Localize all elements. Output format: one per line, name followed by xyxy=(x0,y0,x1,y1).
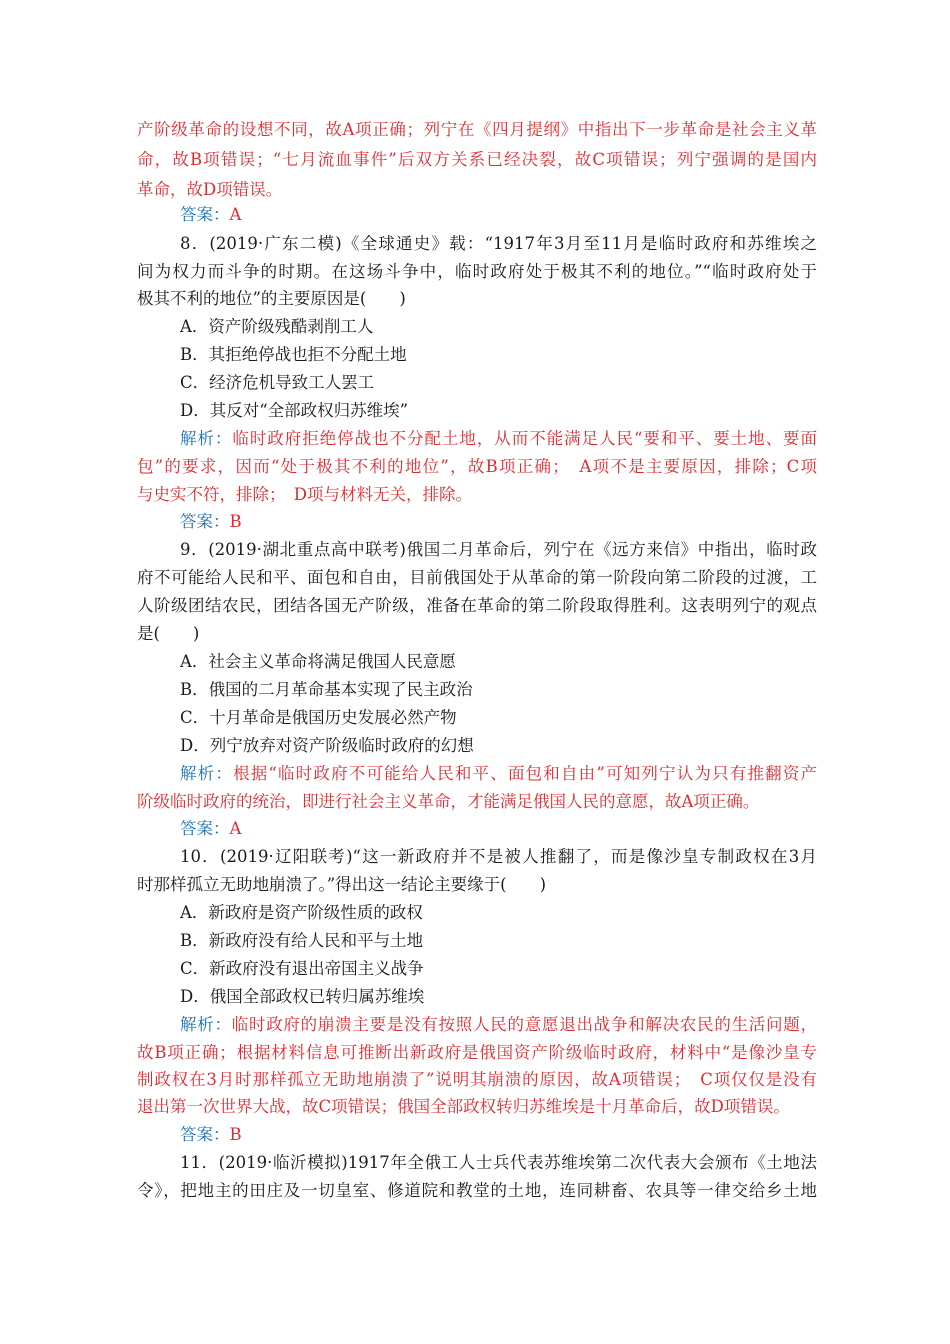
analysis-label: 解析： xyxy=(180,429,233,448)
answer-label: 答案： xyxy=(180,512,230,531)
answer-value: B xyxy=(229,512,242,531)
q9-option-c: C．十月革命是俄国历史发展必然产物 xyxy=(180,708,457,727)
q8-analysis-line-2: 包”的要求，因而“处于极其不利的地位”，故B项正确； A项不是主要原因，排除；C项 xyxy=(137,457,817,476)
q7-analysis-line-1: 产阶级革命的设想不同，故A项正确；列宁在《四月提纲》中指出下一步革命是社会主义革 xyxy=(137,120,817,139)
q10-answer xyxy=(180,1125,860,1145)
q7-analysis-line-3: 革命，故D项错误。 xyxy=(137,180,283,199)
analysis-text: 临时政府拒绝停战也不分配土地，从而不能满足人民“要和平、要土地、要面 xyxy=(232,429,818,448)
q9-option-b: B．俄国的二月革命基本实现了民主政治 xyxy=(180,680,473,699)
q9-analysis-line-2: 阶级临时政府的统治，即进行社会主义革命，才能满足俄国人民的意愿，故A项正确。 xyxy=(137,792,760,811)
answer-label: 答案： xyxy=(180,819,230,838)
answer-label: 答案： xyxy=(180,1125,230,1144)
q10-option-d: D．俄国全部政权已转归属苏维埃 xyxy=(180,987,425,1006)
analysis-text: 临时政府的崩溃主要是没有按照人民的意愿退出战争和解决农民的生活问题， xyxy=(231,1015,818,1034)
q8-option-d: D．其反对“全部政权归苏维埃” xyxy=(180,401,409,420)
q11-stem-line-2: 令》，把地主的田庄及一切皇室、修道院和教堂的土地，连同耕畜、农具等一律交给乡土地 xyxy=(137,1181,817,1200)
q10-analysis-line-4: 退出第一次世界大战，故C项错误；俄国全部政权转归苏维埃是十月革命后，故D项错误。 xyxy=(137,1097,790,1116)
q11-stem-line-1: 11．(2019·临沂模拟)1917年全俄工人士兵代表苏维埃第二次代表大会颁布《土地法 xyxy=(180,1153,817,1172)
q10-analysis-line-3: 制政权在3月时那样孤立无助地崩溃了”说明其崩溃的原因，故A项错误； C项仅仅是没有 xyxy=(137,1070,817,1089)
q10-analysis-line-1 xyxy=(180,1015,817,1035)
q8-option-a: A．资产阶级残酷剥削工人 xyxy=(180,317,374,336)
q8-stem-line-2: 间为权力而斗争的时期。在这场斗争中，临时政府处于极其不利的地位。”“临时政府处于 xyxy=(137,262,817,281)
q9-option-a: A．社会主义革命将满足俄国人民意愿 xyxy=(180,652,456,671)
q9-answer xyxy=(180,819,860,839)
analysis-text: 根据“临时政府不可能给人民和平、面包和自由”可知列宁认为只有推翻资产 xyxy=(233,764,818,783)
analysis-label: 解析： xyxy=(180,764,234,783)
answer-value: A xyxy=(229,205,242,224)
q9-option-d: D．列宁放弃对资产阶级临时政府的幻想 xyxy=(180,736,474,755)
q8-analysis-line-1 xyxy=(180,429,817,449)
q9-analysis-line-1 xyxy=(180,764,817,784)
q10-option-a: A．新政府是资产阶级性质的政权 xyxy=(180,903,423,922)
q10-option-b: B．新政府没有给人民和平与土地 xyxy=(180,931,424,950)
q8-option-b: B．其拒绝停战也拒不分配土地 xyxy=(180,345,407,364)
answer-label: 答案： xyxy=(180,205,230,224)
q8-stem-line-1: 8．(2019·广东二模)《全球通史》载：“1917年3月至11月是临时政府和苏维埃之 xyxy=(180,234,817,253)
q7-answer xyxy=(180,205,860,225)
analysis-label: 解析： xyxy=(180,1015,232,1034)
q9-stem-line-4: 是( ) xyxy=(137,624,200,643)
q8-analysis-line-3: 与史实不符，排除； D项与材料无关，排除。 xyxy=(137,485,472,504)
answer-value: B xyxy=(229,1125,242,1144)
q10-option-c: C．新政府没有退出帝国主义战争 xyxy=(180,959,424,978)
q10-analysis-line-2: 故B项正确；根据材料信息可推断出新政府是俄国资产阶级临时政府，材料中“是像沙皇专 xyxy=(137,1043,817,1062)
q8-answer xyxy=(180,512,860,532)
q10-stem-line-1: 10．(2019·辽阳联考)“这一新政府并不是被人推翻了，而是像沙皇专制政权在3月 xyxy=(180,847,817,866)
q8-stem-line-3: 极其不利的地位”的主要原因是( ) xyxy=(137,289,406,308)
q9-stem-line-1: 9．(2019·湖北重点高中联考)俄国二月革命后，列宁在《远方来信》中指出，临时政 xyxy=(180,540,817,559)
q10-stem-line-2: 时那样孤立无助地崩溃了。”得出这一结论主要缘于( ) xyxy=(137,875,547,894)
q7-analysis-line-2: 命，故B项错误；“七月流血事件”后双方关系已经决裂，故C项错误；列宁强调的是国内 xyxy=(137,150,817,169)
q9-stem-line-2: 府不可能给人民和平、面包和自由，目前俄国处于从革命的第一阶段向第二阶段的过渡，工 xyxy=(137,568,817,587)
q9-stem-line-3: 人阶级团结农民，团结各国无产阶级，准备在革命的第二阶段取得胜利。这表明列宁的观点 xyxy=(137,596,817,615)
q8-option-c: C．经济危机导致工人罢工 xyxy=(180,373,375,392)
answer-value: A xyxy=(229,819,242,838)
